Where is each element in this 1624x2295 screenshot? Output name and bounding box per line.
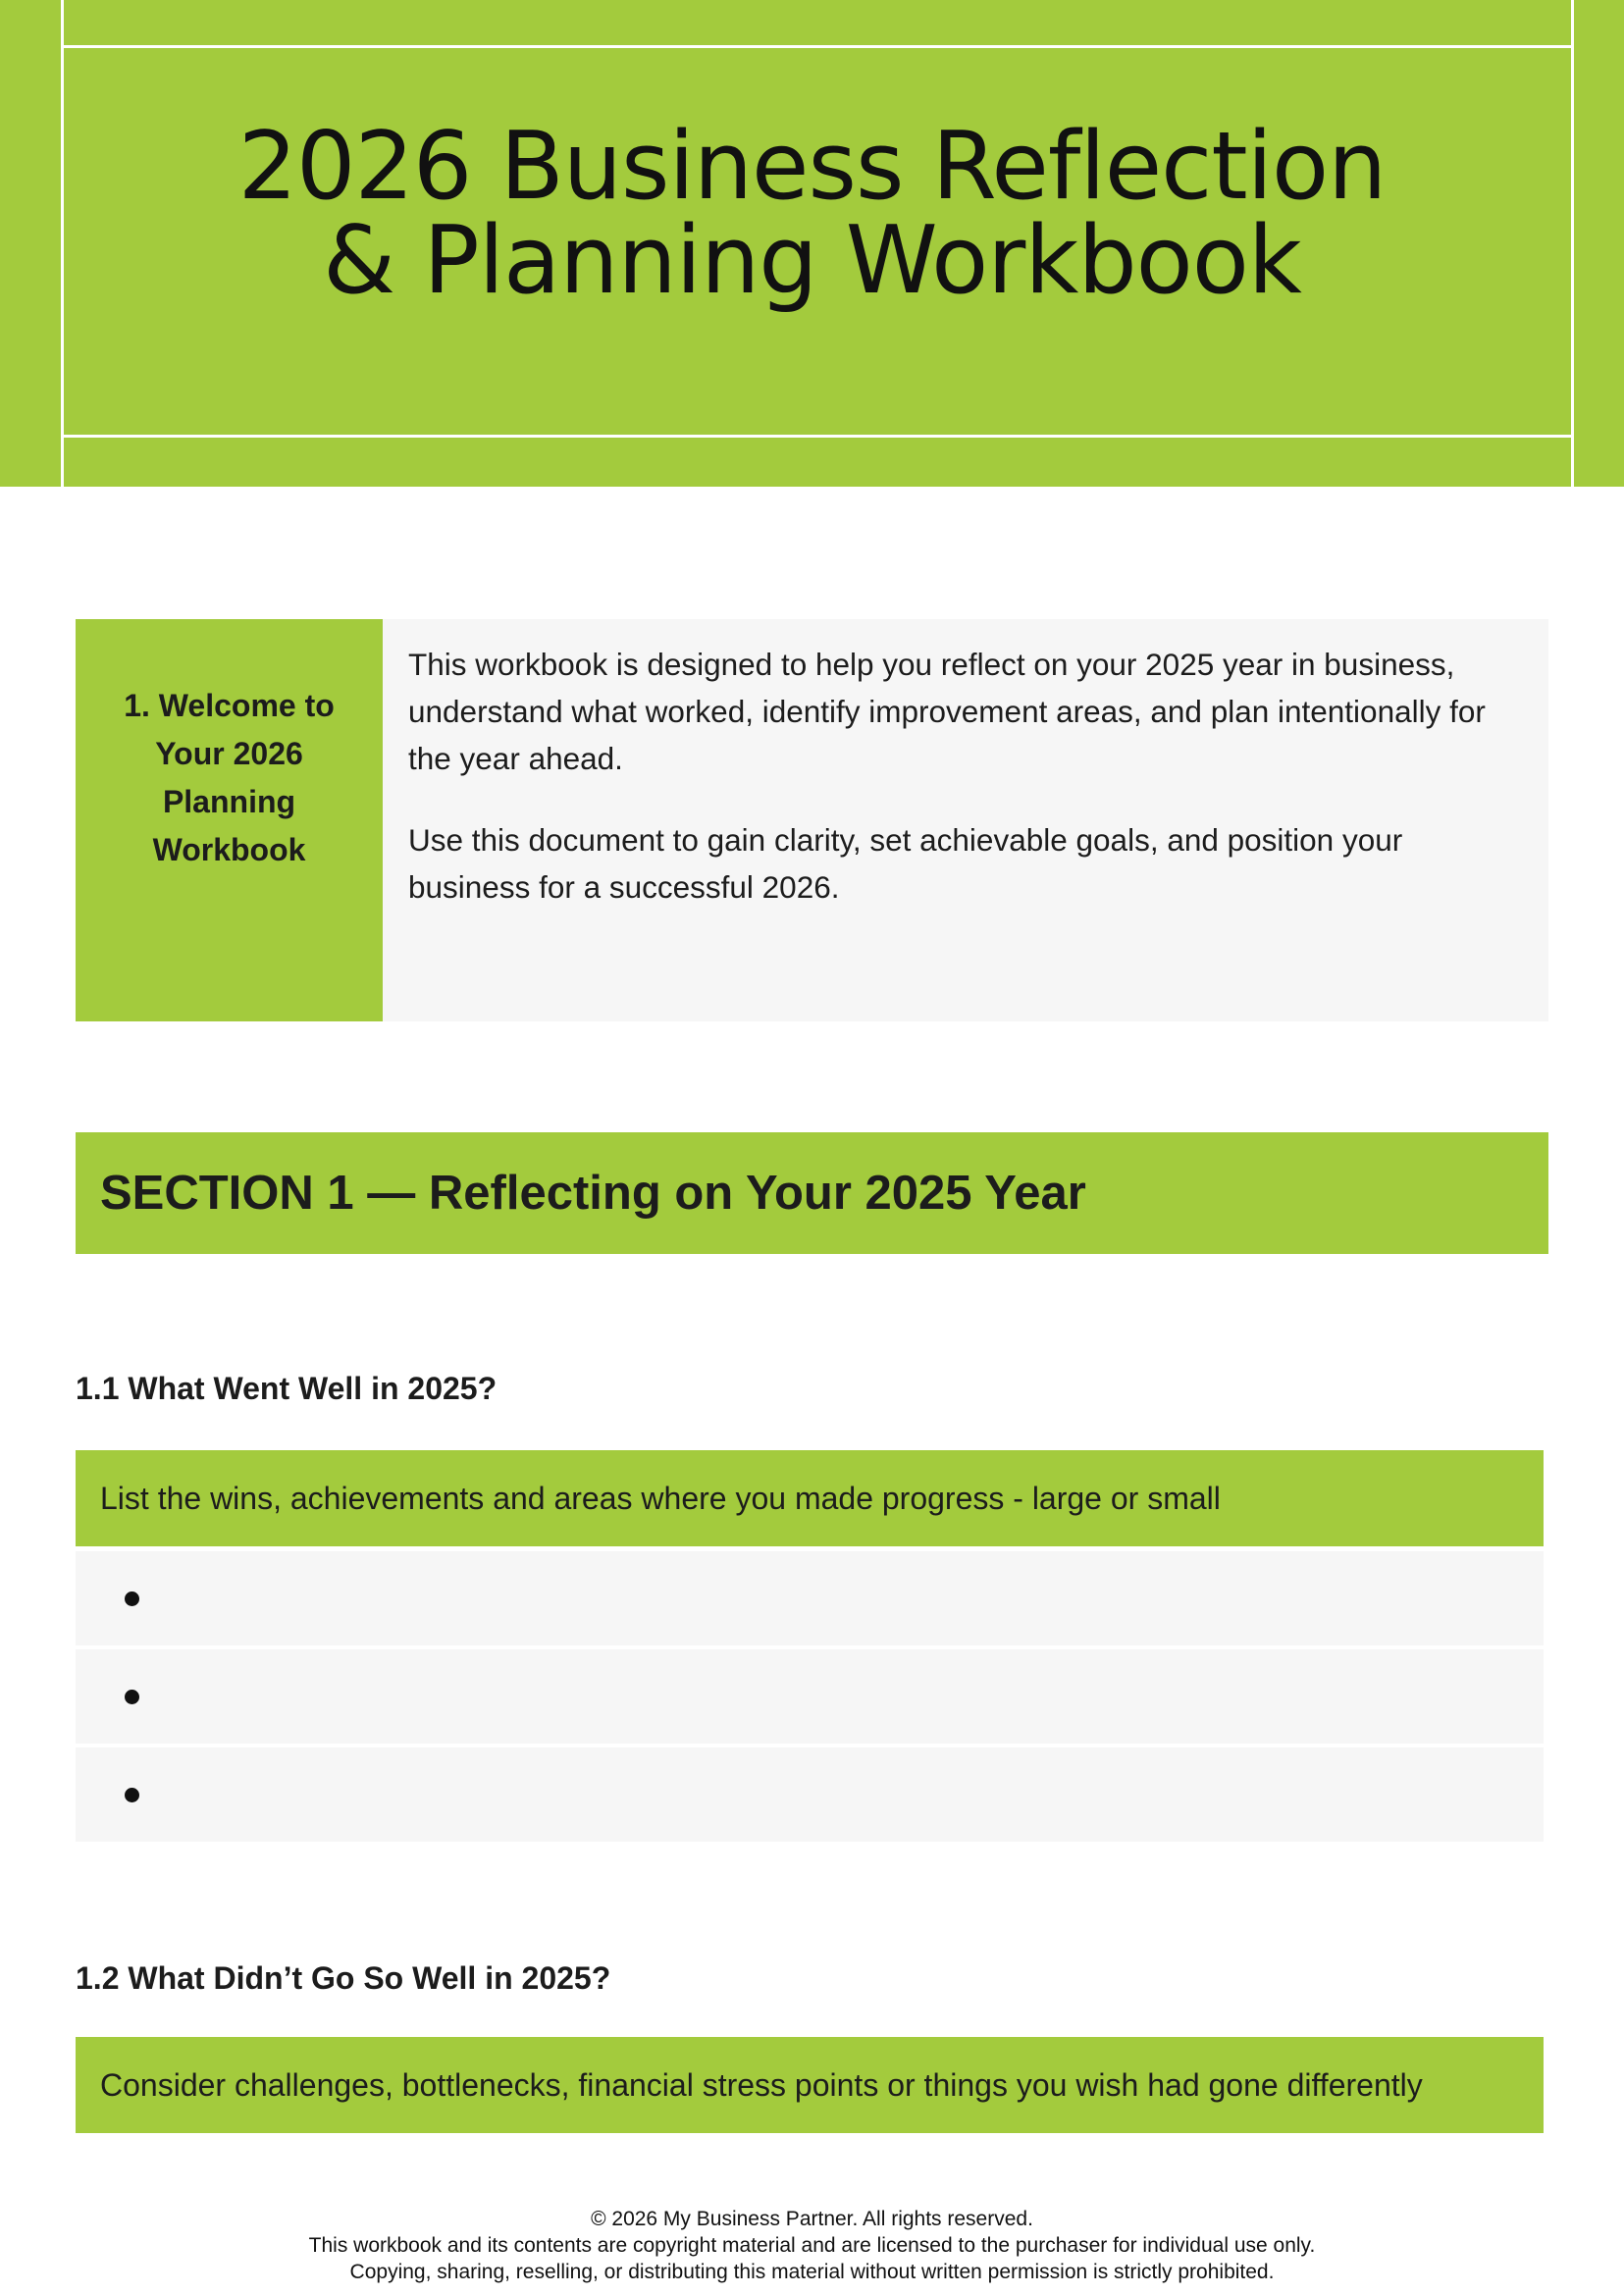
cover-frame-bottom-line	[61, 435, 1574, 438]
document-title-line-1: 2026 Business Reflection	[237, 113, 1387, 221]
bullet-icon	[125, 1690, 139, 1704]
welcome-heading: 1. Welcome to Your 2026 Planning Workbook	[76, 619, 383, 1021]
footer-line-2: This workbook and its contents are copyright material and are licensed to the purchaser for individual use only.	[308, 2234, 1316, 2257]
question-1-1-prompt: List the wins, achievements and areas where you made progress - large or small	[76, 1450, 1544, 1546]
footer-line-3: Copying, sharing, reselling, or distributing this material without written permission is strictly prohibited.	[349, 2261, 1275, 2283]
welcome-paragraph-2: Use this document to gain clarity, set achievable goals, and position your business for a successful 2026.	[408, 822, 1403, 905]
entry-row-1[interactable]	[76, 1551, 1544, 1645]
copyright-footer	[0, 2206, 1624, 2285]
entry-row-3[interactable]	[76, 1747, 1544, 1842]
document-title-line-2: & Planning Workbook	[323, 207, 1301, 315]
section-1-banner: SECTION 1 — Reflecting on Your 2025 Year	[76, 1132, 1548, 1254]
entry-row-2[interactable]	[76, 1649, 1544, 1744]
document-title	[0, 113, 1624, 315]
question-1-2-prompt: Consider challenges, bottlenecks, financial stress points or things you wish had gone differently	[76, 2037, 1544, 2133]
bullet-icon	[125, 1591, 139, 1606]
question-1-2-heading: 1.2 What Didn’t Go So Well in 2025?	[76, 1960, 611, 1996]
question-1-1-entry-list	[76, 1551, 1544, 1846]
cover-frame-top-line	[61, 45, 1574, 48]
footer-line-1: © 2026 My Business Partner. All rights reserved.	[591, 2208, 1033, 2230]
bullet-icon	[125, 1788, 139, 1802]
welcome-paragraph-1: This workbook is designed to help you reflect on your 2025 year in business, understand what worked, identify improvement areas, and plan intentionally for the year ahead.	[408, 647, 1486, 776]
welcome-box	[76, 619, 1548, 1021]
cover-header	[0, 0, 1624, 487]
welcome-body	[408, 641, 1527, 945]
question-1-1-heading: 1.1 What Went Well in 2025?	[76, 1371, 498, 1406]
